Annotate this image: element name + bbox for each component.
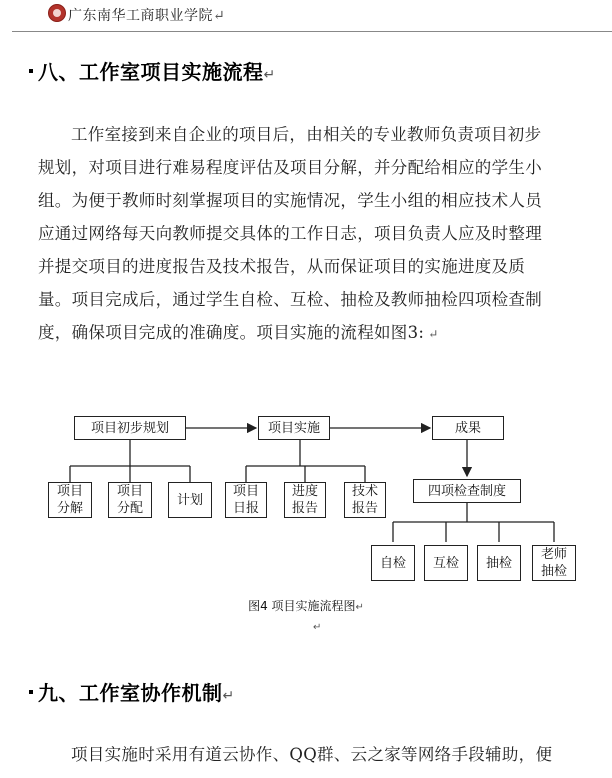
section-9-heading: 九、工作室协作机制↵ <box>38 681 235 705</box>
paragraph-line: 量。项目完成后，通过学生自检、互检、抽检及教师抽检四项检查制 <box>38 290 542 309</box>
box-project-allocation: 项目 分配 <box>108 482 152 518</box>
header-school-name: 广东南华工商职业学院↵ <box>68 8 226 24</box>
box-mutual-check: 互检 <box>424 545 468 581</box>
box-progress-report: 进度 报告 <box>284 482 326 518</box>
box-daily-report: 项目 日报 <box>225 482 267 518</box>
box-project-decomposition: 项目 分解 <box>48 482 92 518</box>
empty-paragraph-mark: ↵ <box>313 622 322 633</box>
box-plan: 计划 <box>168 482 212 518</box>
paragraph-line: 度，确保项目完成的准确度。项目实施的流程如图3: ↵ <box>38 323 439 342</box>
box-self-check: 自检 <box>371 545 415 581</box>
paragraph-line: 项目实施时采用有道云协作、QQ群、云之家等网络手段辅助，便 <box>71 745 553 764</box>
paragraph-line: 并提交项目的进度报告及技术报告，从而保证项目的实施进度及质 <box>38 257 526 276</box>
paragraph-line: 应通过网络每天向教师提交具体的工作日志，项目负责人应及时整理 <box>38 224 542 243</box>
section-9-paragraph <box>38 738 590 771</box>
box-project-planning: 项目初步规划 <box>74 416 186 440</box>
box-technical-report: 技术 报告 <box>344 482 386 518</box>
box-spot-check: 抽检 <box>477 545 521 581</box>
box-teacher-spot-check: 老师 抽检 <box>532 545 576 581</box>
box-four-checks: 四项检查制度 <box>413 479 521 503</box>
paragraph-line: 规划，对项目进行难易程度评估及项目分解，并分配给相应的学生小 <box>38 158 542 177</box>
section-8-heading: 八、工作室项目实施流程↵ <box>38 60 276 84</box>
box-project-implementation: 项目实施 <box>258 416 330 440</box>
heading-bullet-icon <box>29 690 33 694</box>
paragraph-line: 工作室接到来自企业的项目后，由相关的专业教师负责项目初步 <box>71 125 542 144</box>
figure-caption: 图4 项目实施流程图↵ <box>248 599 364 613</box>
paragraph-line: 组。为便于教师时刻掌握项目的实施情况，学生小组的相应技术人员 <box>38 191 542 210</box>
box-result: 成果 <box>432 416 504 440</box>
